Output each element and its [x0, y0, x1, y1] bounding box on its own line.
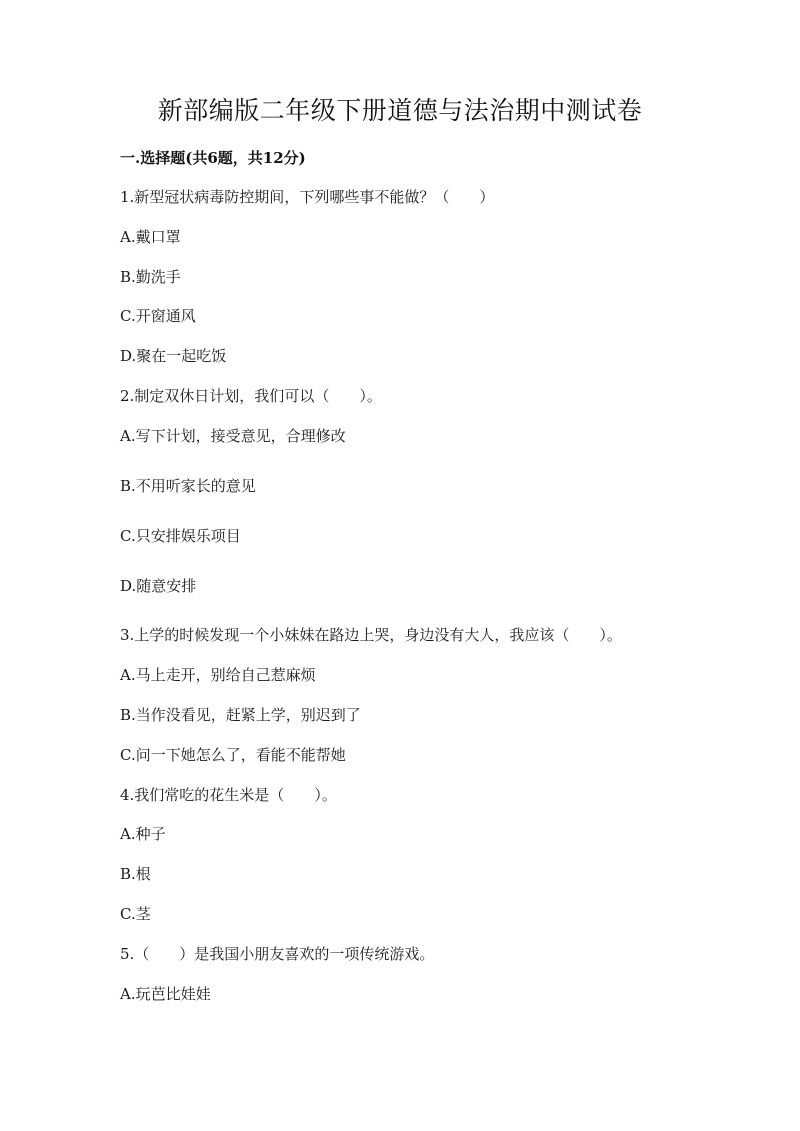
option-d: D.聚在一起吃饭 — [120, 347, 227, 365]
question-text: 4.我们常吃的花生米是（ ）。 — [120, 786, 337, 804]
option-c: C.问一下她怎么了，看能不能帮她 — [120, 746, 346, 764]
option-d: D.随意安排 — [120, 577, 197, 595]
option-a: A.写下计划，接受意见，合理修改 — [120, 427, 346, 445]
option-a: A.玩芭比娃娃 — [120, 985, 211, 1003]
option-c: C.只安排娱乐项目 — [120, 527, 241, 545]
page-title: 新部编版二年级下册道德与法治期中测试卷 — [157, 96, 643, 125]
section-heading: 一.选择题(共6题，共12分) — [120, 149, 306, 167]
option-a: A.戴口罩 — [120, 228, 181, 246]
question-text: 3.上学的时候发现一个小妹妹在路边上哭，身边没有大人，我应该（ ）。 — [120, 626, 622, 644]
question-text: 1.新型冠状病毒防控期间，下列哪些事不能做？（ ） — [120, 188, 495, 206]
option-c: C.茎 — [120, 905, 151, 923]
option-c: C.开窗通风 — [120, 307, 196, 325]
option-a: A.马上走开，别给自己惹麻烦 — [120, 666, 316, 684]
option-b: B.当作没看见，赶紧上学，别迟到了 — [120, 706, 361, 724]
question-text: 5.（ ）是我国小朋友喜欢的一项传统游戏。 — [120, 945, 435, 963]
question-text: 2.制定双休日计划，我们可以（ ）。 — [120, 387, 382, 405]
option-b: B.根 — [120, 865, 151, 883]
option-b: B.不用听家长的意见 — [120, 477, 256, 495]
option-a: A.种子 — [120, 825, 166, 843]
option-b: B.勤洗手 — [120, 268, 181, 286]
